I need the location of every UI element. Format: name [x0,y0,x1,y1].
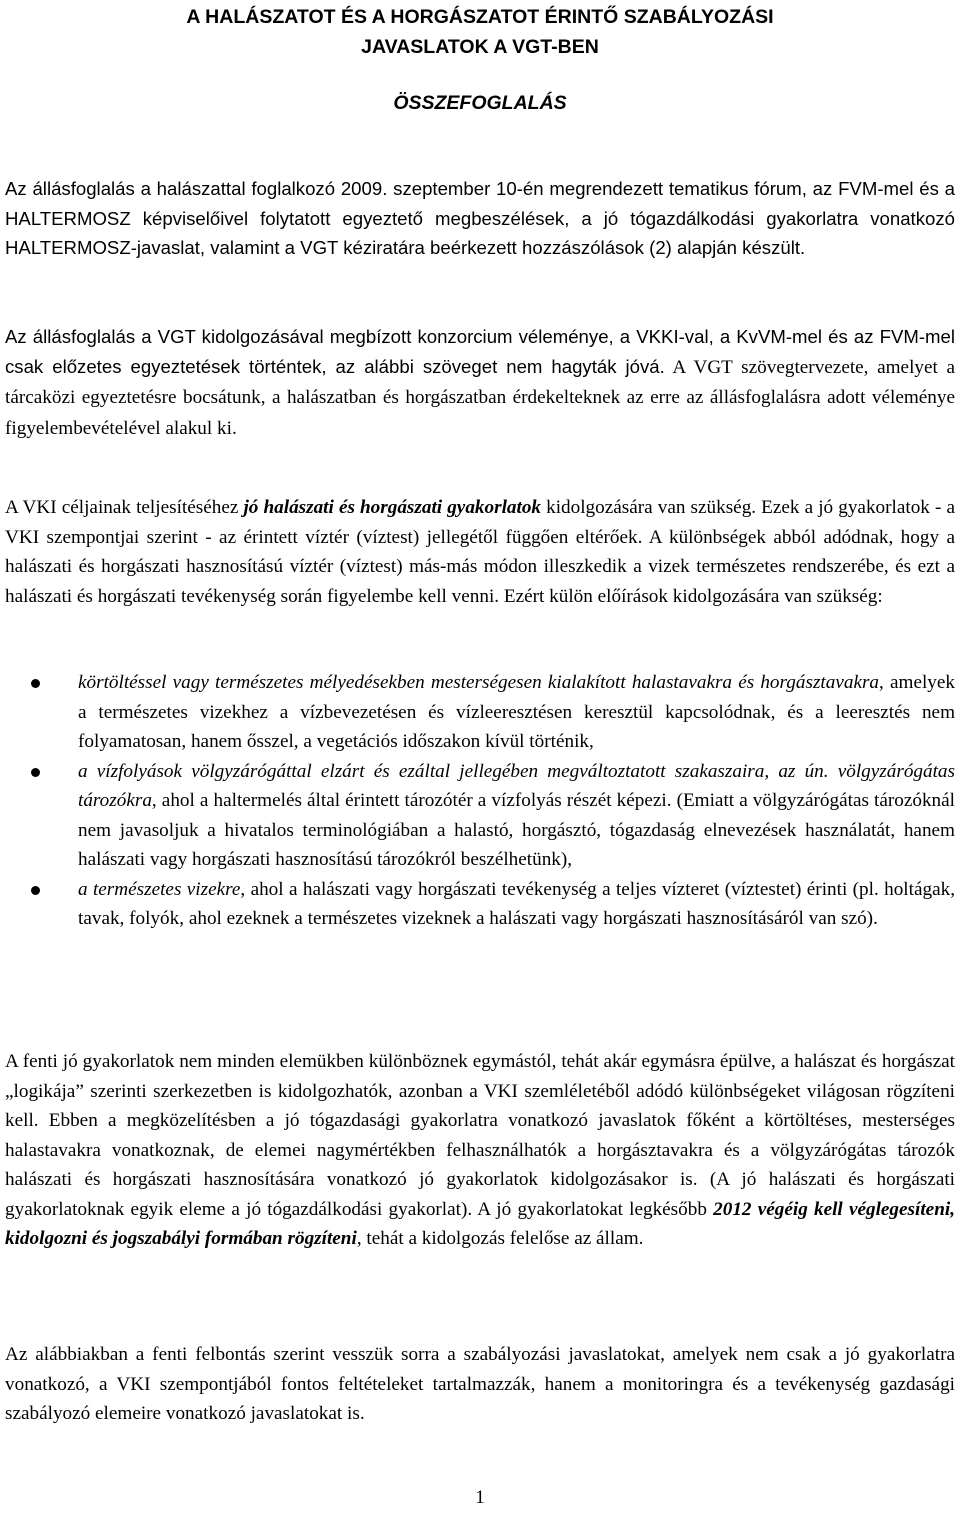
paragraph-consortium [5,322,955,443]
document-subtitle: ÖSSZEFOGLALÁS [393,92,567,114]
bullet-2-emphasis: a vízfolyások völgyzárógáttal elzárt és ezáltal jellegében megváltoztatott szakaszaira, az ún. völgyzárógátas tározókra [78,760,955,811]
paragraph-intro: Az állásfoglalás a halászattal foglalkozó 2009. szeptember 10-én megrendezett tematikus fórum, az FVM-mel és a HALTERMOSZ képviselőivel folytatott egyeztető megbeszélések, a jó tógazdálkodási gyakorlatra vonatkozó HALTERMOSZ-javaslat, valamint a VGT kéziratára beérkezett hozzászólások (2) alapján készült. [5,178,955,258]
list-item [5,668,955,757]
bullet-icon [31,886,40,895]
good-practices-emphasis: jó halászati és horgászati gyakorlatok [243,497,542,518]
bullet-3-emphasis: a természetes vizekre [78,878,241,900]
document-title [5,2,955,62]
page-number: 1 [475,1487,485,1508]
bullet-1-text: , amelyek a természetes vizekhez a vízbevezetésen és vízleeresztésen keresztül kapcsolódnak, és a leeresztés nem folyamatosan, hanem ősszel, a vegetációs időszakon kívül történik, [78,672,955,752]
paragraph-logic [5,1047,955,1254]
paragraph-outlook: Az alábbiakban a fenti felbontás szerint vesszük sorra a szabályozási javaslatokat, amelyek nem csak a jó gyakorlatra vonatkozó, a VKI szempontjából fontos feltételeket tartalmazzák, hanem a monitoringra és a tevékenység gazdasági szabályozó elemeire vonatkozó javaslatokat is. [5,1344,955,1424]
bullet-icon [31,768,40,777]
bullet-icon [31,679,40,688]
bullet-2-text: , ahol a haltermelés által érintett tározótér a vízfolyás részét képezi. (Emiatt a völgyzárógátas tározóknál nem javasoljuk a hivatalos terminológiában a halastó, horgásztó, tógazdaság elnevezések használatát, hanem halászati vagy horgászati hasznosítású tározókról beszélhetünk), [78,790,955,870]
bullet-3-text: , ahol a halászati vagy horgászati tevékenység a teljes vízteret (víztestet) érinti (pl. holtágak, tavak, folyók, ahol ezeknek a természetes vizeknek a halászati vagy horgászati hasznosításáról van szó). [78,878,955,929]
paragraph-good-practices-lead: A VKI céljainak teljesítéséhez [5,497,244,518]
paragraph-logic-rest: , tehát a kidolgozás felelőse az állam. [356,1228,644,1249]
list-item [5,875,955,934]
paragraph-consortium-part2: A VGT szövegtervezete, amelyet a tárcaközi egyeztetésre bocsátunk, a halászatban és horgászatban érdekelteknek az erre az állásfoglalásra adott véleménye figyelembevételével alakul ki. [5,356,955,439]
deadline-emphasis: 2012 végéig kell véglegesíteni, kidolgozni és jogszabályi formában rögzíteni [5,1198,955,1249]
bullet-list [5,668,955,934]
bullet-1-emphasis: körtöltéssel vagy természetes mélyedésekben mesterségesen kialakított halastavakra és horgásztavakra [78,672,880,693]
paragraph-good-practices-rest: kidolgozására van szükség. Ezek a jó gyakorlatok - a VKI szempontjai szerint - az érintett víztér (víztest) jellegétől függően eltérőek. A különbségek abból adódnak, hogy a halászati és horgászati hasznosítású víztér (víztest) más-más módon illeszkedik a vizek természetes rendszerébe, és ezt a halászati és horgászati tevékenység során figyelembe kell venni. Ezért külön előírások kidolgozására van szükség: [5,497,955,607]
title-line-2: JAVASLATOK A VGT-BEN [361,36,599,58]
paragraph-consortium-part1: Az állásfoglalás a VGT kidolgozásával megbízott konzorcium véleménye, a VKKI-val, a KvVM-mel és az FVM-mel csak előzetes egyeztetések történtek, az alábbi szöveget nem hagyták jóvá. [5,326,955,377]
paragraph-good-practices [5,493,955,611]
list-item [5,757,955,875]
title-line-1: A HALÁSZATOT ÉS A HORGÁSZATOT ÉRINTŐ SZABÁLYOZÁSI [186,6,774,28]
paragraph-logic-lead: A fenti jó gyakorlatok nem minden elemükben különböznek egymástól, tehát akár egymásra épülve, a halászat és horgászat „logikája” szerinti szerkezetben is kidolgozhatók, azonban a VKI szemléletéből adódó különbségeket világosan rögzíteni kell. Ebben a megközelítésben a jó tógazdasági gyakorlatra vonatkozó javaslatok főként a körtöltéses, mesterséges halastavakra vonatkoznak, de elemei nagymértékben felhasználhatók a horgásztavakra és a völgyzárógátas tározók halászati és horgászati hasznosítására vonatkozó jó gyakorlatok kidolgozásakor is. (A jó halászati és horgászati gyakorlatoknak egyik eleme a jó tógazdálkodási gyakorlat). A jó gyakorlatokat legkésőbb [5,1051,955,1220]
